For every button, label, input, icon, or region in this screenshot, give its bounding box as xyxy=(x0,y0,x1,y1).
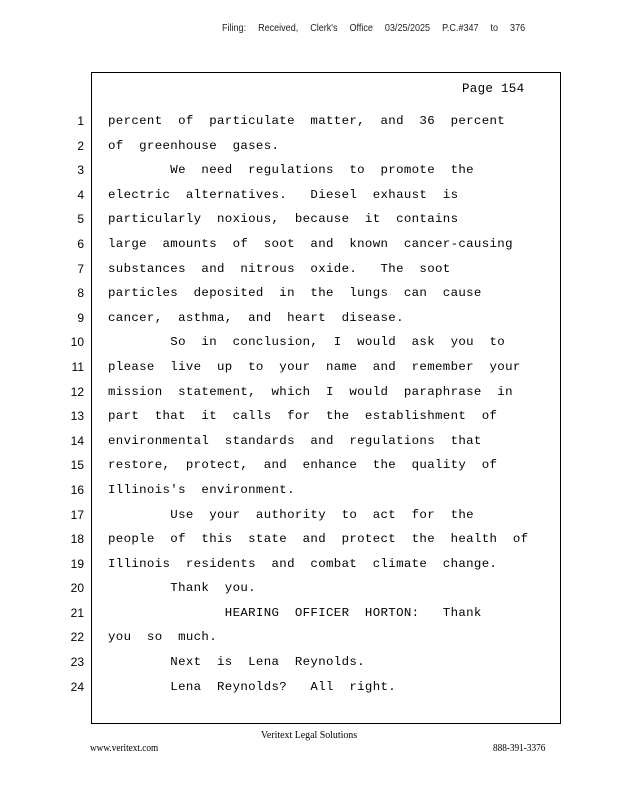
line-number: 17 xyxy=(70,507,84,522)
line-number: 10 xyxy=(70,335,84,350)
transcript-line: part that it calls for the establishment of xyxy=(108,409,498,424)
line-number: 19 xyxy=(70,556,84,571)
transcript-line: Thank you. xyxy=(108,581,256,596)
line-number: 9 xyxy=(77,310,84,325)
transcript-line: you so much. xyxy=(108,630,217,645)
line-number: 18 xyxy=(70,532,84,547)
transcript-line: environmental standards and regulations that xyxy=(108,433,482,448)
pc-number: P.C.#347 xyxy=(442,22,479,34)
transcript-line: people of this state and protect the health of xyxy=(108,532,529,547)
line-number: 21 xyxy=(70,605,84,620)
transcript-line: cancer, asthma, and heart disease. xyxy=(108,310,404,325)
footer-company: Veritext Legal Solutions xyxy=(260,729,358,741)
transcript-line: particularly noxious, because it contains xyxy=(108,212,459,227)
transcript-line: Lena Reynolds? All right. xyxy=(108,679,397,694)
page-number: Page 154 xyxy=(462,82,525,96)
line-number: 20 xyxy=(70,581,84,596)
transcript-line: Illinois residents and combat climate change. xyxy=(108,556,498,571)
transcript-line: So in conclusion, I would ask you to xyxy=(108,335,506,350)
transcript-line: Illinois's environment. xyxy=(108,482,295,497)
line-number: 16 xyxy=(70,482,84,497)
filing-stamp xyxy=(222,22,526,38)
transcript-line: Next is Lena Reynolds. xyxy=(108,655,365,670)
line-number: 3 xyxy=(77,163,84,178)
filing-date: 03/25/2025 xyxy=(384,22,431,34)
footer-phone: 888-391-3376 xyxy=(493,743,546,754)
transcript-line: We need regulations to promote the xyxy=(108,163,474,178)
filing-label: Filing: xyxy=(222,22,247,34)
office-label: Office xyxy=(349,22,373,34)
transcript-line: substances and nitrous oxide. The soot xyxy=(108,261,451,276)
line-number: 5 xyxy=(77,212,84,227)
transcript-line: Use your authority to act for the xyxy=(108,507,474,522)
line-number: 11 xyxy=(71,359,84,374)
line-number: 6 xyxy=(77,236,84,251)
transcript-line: large amounts of soot and known cancer-causing xyxy=(108,236,513,251)
line-number: 12 xyxy=(70,384,84,399)
transcript-line: mission statement, which I would paraphrase in xyxy=(108,384,513,399)
line-number: 22 xyxy=(70,630,84,645)
line-number: 13 xyxy=(70,409,84,424)
footer-website[interactable]: www.veritext.com xyxy=(90,743,159,754)
line-number: 14 xyxy=(70,433,84,448)
line-number: 2 xyxy=(77,138,84,153)
clerks-label: Clerk's xyxy=(310,22,338,34)
received-label: Received, xyxy=(258,22,299,34)
transcript-line: please live up to your name and remember your xyxy=(108,359,521,374)
transcript-line: percent of particulate matter, and 36 percent xyxy=(108,114,506,128)
line-number: 4 xyxy=(77,187,84,202)
line-number: 15 xyxy=(70,458,84,473)
transcript-line: HEARING OFFICER HORTON: Thank xyxy=(108,605,482,620)
transcript-line: of greenhouse gases. xyxy=(108,138,280,153)
line-number-column xyxy=(60,113,84,703)
transcript-line: restore, protect, and enhance the quality of xyxy=(108,458,498,473)
line-number: 23 xyxy=(70,655,84,670)
transcript-line: electric alternatives. Diesel exhaust is xyxy=(108,187,459,202)
line-number: 1 xyxy=(77,114,84,128)
to-label: to xyxy=(490,22,499,34)
transcript-text xyxy=(108,113,548,703)
line-number: 8 xyxy=(77,286,84,301)
line-number: 7 xyxy=(77,261,84,276)
line-number: 24 xyxy=(70,679,84,694)
total-pages: 376 xyxy=(510,22,526,34)
transcript-line: particles deposited in the lungs can cause xyxy=(108,286,482,301)
